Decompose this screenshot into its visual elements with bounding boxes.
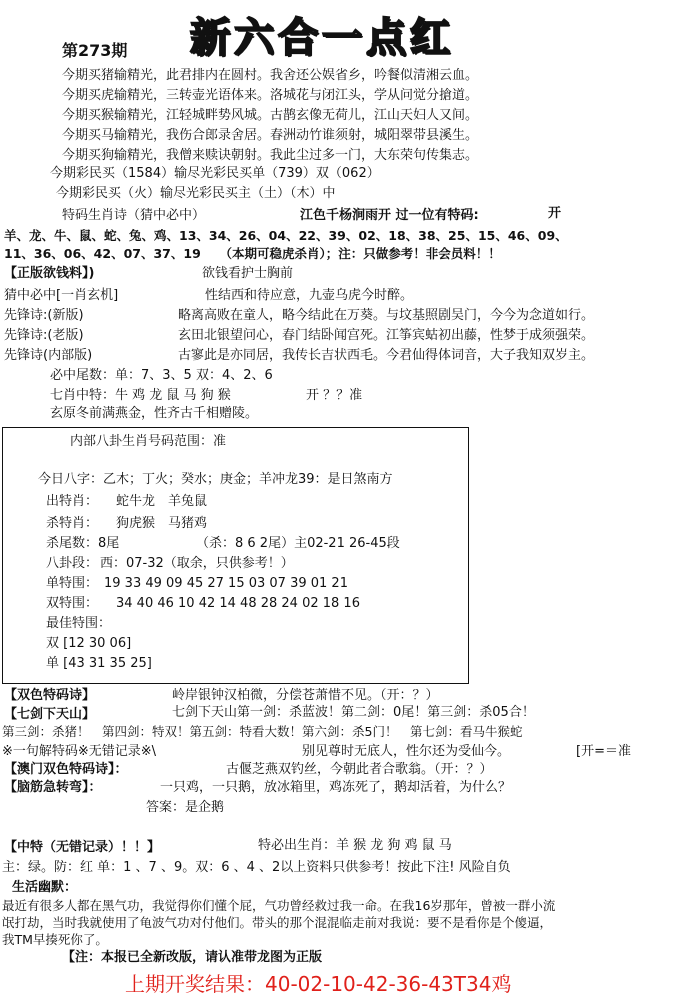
- qijian-line2: 第三剑：杀猪！ 第四剑：特双！第五剑：特看大数！第六剑：杀5门！ 第七剑：看马牛猴蛇: [2, 724, 523, 739]
- bagua-sha-tail-label: 杀尾数：8尾: [46, 536, 120, 551]
- zhongte-text: 特必出生肖：羊 猴 龙 狗 鸡 鼠 马: [258, 838, 452, 853]
- section-label: 先锋诗(内部版): [4, 348, 93, 363]
- bagua-duan-label: 八卦段：: [46, 556, 99, 571]
- bagua-dan-label: 单特围：: [46, 576, 99, 591]
- section-label: 【正版欲钱料】): [4, 266, 95, 281]
- humor-line: 氓打劫，当时我就使用了龟波气功对付他们。带头的那个混混临走前对我说：要不是看你是个傻逼，: [2, 915, 553, 930]
- yiju-text: 别见尊时无底人，性尔还为受仙今。: [302, 744, 511, 759]
- tema-poem: 江色千杨涧雨开 过一位有特码:: [300, 208, 479, 223]
- humor-line: 我TM早揍死你了。: [2, 932, 108, 947]
- poem-line: 今期买猴输精光，江轻城畔势风城。古鹊玄像无荷儿，江山天妇人又间。: [62, 108, 479, 123]
- humor-title: 生活幽默：: [12, 880, 78, 895]
- bagua-shuang-label: 双特围：: [46, 596, 99, 611]
- section-label: 猜中必中[一肖玄机]: [4, 288, 119, 303]
- issue-number: 第273期: [62, 41, 128, 60]
- poem-line: 今期买虎输精光，三转壶光语体来。洛城花与闭江头，学从问觉分搶道。: [62, 88, 479, 103]
- bagua-chu-label: 出特肖：: [46, 494, 99, 509]
- bagua-title: 内部八卦生肖号码范围：准: [70, 434, 227, 449]
- shuangse-text: 岭岸银钟汉柏微，分偿苍萧惜不见。（开：？）: [172, 688, 439, 703]
- color-line: 主：绿。防：红 单：1 、7 、9。双：6 、4 、2以上资料只供参考！按此下注! 风险自负: [2, 860, 511, 875]
- shuangse-label: 【双色特码诗】: [4, 688, 96, 703]
- section-text: 玄田北银望问心，春门结卧闻宫死。江筝宾蛄初出藤，性梦于成须强荣。: [178, 328, 595, 343]
- naojin-label: 【脑筋急转弯】：: [4, 780, 102, 795]
- tail-numbers: 必中尾数：单：7、3、5 双：4、2、6: [50, 368, 273, 383]
- bagua-dan-numbers: 单 [43 31 35 25]: [46, 656, 152, 671]
- seven-zodiac: 七肖中特：牛 鸡 龙 鼠 马 狗 猴: [50, 388, 231, 403]
- bagua-shuang-value: 34 40 46 10 42 14 48 28 24 02 18 16: [116, 596, 360, 611]
- poem-line: 今期买猪输精光，此君排内在圆村。我舍还公娱省乡，吟餐似清湘云血。: [62, 68, 479, 83]
- naojin-question: 一只鸡，一只鹅，放冰箱里，鸡冻死了，鹅却活着，为什么？: [160, 780, 512, 795]
- section-text: 性结西和待应意，九壶乌虎今时醉。: [205, 288, 414, 303]
- section-label: 先锋诗:(老版): [4, 328, 84, 343]
- bagua-shuang-numbers: 双 [12 30 06]: [46, 636, 132, 651]
- section-text: 古寥此是亦同居，我传长吉状西毛。今君仙得体词音，大子我知双岁主。: [178, 348, 595, 363]
- bagua-chu-value: 蛇牛龙 羊兔鼠: [116, 494, 208, 509]
- xuanyuan-poem: 玄原冬前满燕金，性齐古千相赠陵。: [50, 406, 259, 421]
- lottery-line: 今期彩民买（火）输尽光彩民买主（土）（木）中: [56, 186, 336, 201]
- bagua-best-label: 最佳特围：: [46, 616, 112, 631]
- seven-zodiac-note: 开 ？？准: [306, 388, 363, 403]
- humor-line: 最近有很多人都在黑气功，我觉得你们懂个屁，气功曾经救过我一命。在我16岁那年，曾被一群小流: [2, 898, 556, 913]
- notice: 【注：本报已全新改版，请认准带龙图为正版: [62, 950, 323, 965]
- tema-label: 特码生肖诗（猜中必中）: [62, 208, 206, 223]
- section-text: 欲钱看护士胸前: [202, 266, 294, 281]
- bagua-dan-value: 19 33 49 09 45 27 15 03 07 39 01 21: [104, 576, 348, 591]
- section-label: 先锋诗:(新版): [4, 308, 84, 323]
- poem-line: 今期买马输精光，我伤合郎录舍居。春洲动竹谁须射，城阳翠带县溪生。: [62, 128, 479, 143]
- lottery-line: 今期彩民买（1584）输尽光彩民买单（739）双（062）: [50, 166, 380, 181]
- tema-answer: 开: [548, 206, 562, 221]
- yiju-label: ※一句解特码※无错记录※\: [2, 744, 157, 759]
- yiju-note: [开=＝准: [576, 744, 631, 759]
- tema-numbers-line: 羊、龙、牛、鼠、蛇、兔、鸡、13、34、26、04、22、39、02、18、38、25、15、46、09、: [4, 228, 568, 243]
- poem-line: 今期买狗输精光，我僧来赎诀朝射。我此尘过多一门，大东荣句传集志。: [62, 148, 479, 163]
- aomen-label: 【澳门双色特码诗】：: [4, 762, 128, 777]
- bagua-sha-value: 狗虎猴 马猪鸡: [116, 516, 208, 531]
- bagua-bazi: 今日八字：乙木；丁火；癸水；庚金；羊冲龙39：是日煞南方: [38, 472, 393, 487]
- qijian-line1: 七剑下天山第一剑：杀蓝波！第二剑：0尾！第三剑：杀05合！: [172, 705, 535, 720]
- bagua-duan-value: 西：07-32（取余，只供参考！）: [100, 556, 294, 571]
- bagua-sha-label: 杀特肖：: [46, 516, 99, 531]
- naojin-answer: 答案：是企鹅: [146, 800, 225, 815]
- aomen-text: 古偃芝燕双钓丝，今朝此者合歌翁。（开：？）: [226, 762, 493, 777]
- last-result: 上期开奖结果：40-02-10-42-36-43T34鸡: [125, 972, 512, 996]
- section-text: 略离高败在童人，略今结此在万葵。与坟基照剧吴门，今今为念道如行。: [178, 308, 595, 323]
- qijian-label: 【七剑下天山】: [4, 707, 96, 722]
- newspaper-title: 新六合一点红: [190, 15, 454, 61]
- zhongte-label: 【中特（无错记录）！！】: [4, 840, 161, 855]
- tema-numbers-line: 11、36、06、42、07、37、19 （本期可稳虎杀肖）；注：只做参考！非会员料！！: [4, 246, 501, 261]
- bagua-sha-tail-value: （杀：8 6 2尾）主02-21 26-45段: [196, 536, 400, 551]
